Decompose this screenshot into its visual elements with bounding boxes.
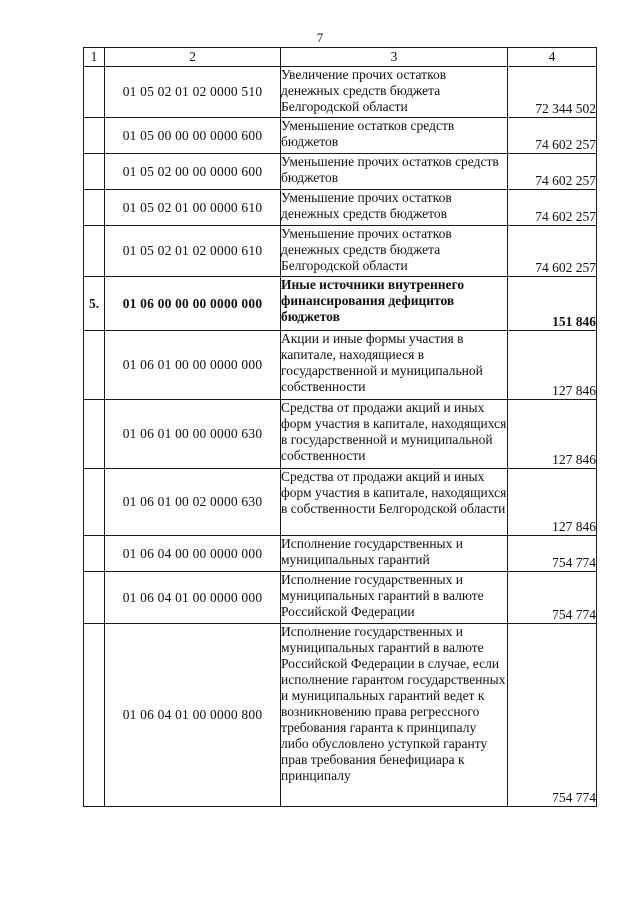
column-header-2: 2 xyxy=(105,48,281,67)
amount-value: 754 774 xyxy=(508,572,597,624)
row-number xyxy=(84,572,105,624)
table-row xyxy=(84,226,597,277)
row-number xyxy=(84,400,105,469)
budget-code: 01 05 02 01 02 0000 510 xyxy=(105,67,281,118)
table-body xyxy=(84,67,597,807)
amount-value: 74 602 257 xyxy=(508,154,597,190)
row-number xyxy=(84,331,105,400)
amount-value: 74 602 257 xyxy=(508,190,597,226)
page-number: 7 xyxy=(316,30,324,45)
table-row xyxy=(84,331,597,400)
budget-code: 01 05 02 01 02 0000 610 xyxy=(105,226,281,277)
budget-code: 01 05 02 01 00 0000 610 xyxy=(105,190,281,226)
source-name: Средства от продажи акций и иных форм участия в капитале, находящихся в собственности Белгородской области xyxy=(281,469,508,536)
source-name: Уменьшение прочих остатков денежных средств бюджетов xyxy=(281,190,508,226)
row-number xyxy=(84,190,105,226)
table-row xyxy=(84,469,597,536)
budget-code: 01 06 04 01 00 0000 800 xyxy=(105,624,281,807)
source-name: Исполнение государственных и муниципальных гарантий в валюте Российской Федерации в случае, если исполнение гарантом государственных и муниципальных гарантий ведет к возникновению права регрессного требования гаранта к принципалу либо обусловлено уступкой гаранту прав требования бенефициара к принципалу xyxy=(281,624,508,807)
table-row xyxy=(84,624,597,807)
source-name: Уменьшение остатков средств бюджетов xyxy=(281,118,508,154)
row-number xyxy=(84,118,105,154)
table-row xyxy=(84,154,597,190)
row-number xyxy=(84,469,105,536)
column-header-1: 1 xyxy=(84,48,105,67)
source-name: Акции и иные формы участия в капитале, находящиеся в государственной и муниципальной собственности xyxy=(281,331,508,400)
source-name: Исполнение государственных и муниципальных гарантий xyxy=(281,536,508,572)
table-row xyxy=(84,536,597,572)
budget-code: 01 06 01 00 02 0000 630 xyxy=(105,469,281,536)
table-header-row xyxy=(84,48,597,67)
table-row xyxy=(84,277,597,331)
table-row xyxy=(84,572,597,624)
budget-code: 01 06 01 00 00 0000 630 xyxy=(105,400,281,469)
amount-value: 74 602 257 xyxy=(508,118,597,154)
source-name: Исполнение государственных и муниципальных гарантий в валюте Российской Федерации xyxy=(281,572,508,624)
table-row xyxy=(84,118,597,154)
amount-value: 127 846 xyxy=(508,331,597,400)
table-row xyxy=(84,67,597,118)
row-number xyxy=(84,624,105,807)
row-number xyxy=(84,154,105,190)
amount-value: 127 846 xyxy=(508,469,597,536)
row-number xyxy=(84,536,105,572)
budget-code: 01 06 01 00 00 0000 000 xyxy=(105,331,281,400)
table-row xyxy=(84,400,597,469)
amount-value: 754 774 xyxy=(508,536,597,572)
amount-value: 127 846 xyxy=(508,400,597,469)
amount-value: 74 602 257 xyxy=(508,226,597,277)
budget-code: 01 06 00 00 00 0000 000 xyxy=(105,277,281,331)
column-header-4: 4 xyxy=(508,48,597,67)
source-name: Иные источники внутреннего финансирования дефицитов бюджетов xyxy=(281,277,508,331)
row-number: 5. xyxy=(84,277,105,331)
row-number xyxy=(84,67,105,118)
column-header-3: 3 xyxy=(281,48,508,67)
row-number xyxy=(84,226,105,277)
source-name: Уменьшение прочих остатков денежных средств бюджета Белгородской области xyxy=(281,226,508,277)
source-name: Средства от продажи акций и иных форм участия в капитале, находящихся в государственной и муниципальной собственности xyxy=(281,400,508,469)
budget-code: 01 06 04 01 00 0000 000 xyxy=(105,572,281,624)
budget-code: 01 06 04 00 00 0000 000 xyxy=(105,536,281,572)
budget-sources-table xyxy=(83,47,597,807)
table-row xyxy=(84,190,597,226)
budget-code: 01 05 02 00 00 0000 600 xyxy=(105,154,281,190)
amount-value: 151 846 xyxy=(508,277,597,331)
source-name: Увеличение прочих остатков денежных средств бюджета Белгородской области xyxy=(281,67,508,118)
amount-value: 72 344 502 xyxy=(508,67,597,118)
budget-code: 01 05 00 00 00 0000 600 xyxy=(105,118,281,154)
amount-value: 754 774 xyxy=(508,624,597,807)
source-name: Уменьшение прочих остатков средств бюджетов xyxy=(281,154,508,190)
